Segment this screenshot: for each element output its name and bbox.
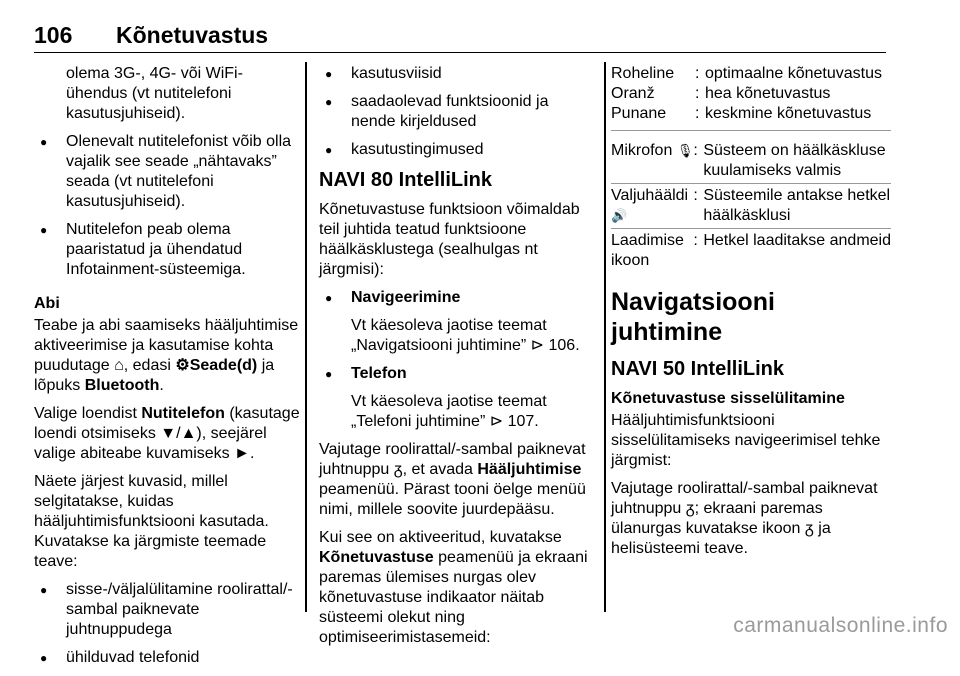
navi80-intro: Kõnetuvastuse funktsioon võimaldab teil juhtida teatud funktsioone häälkäsklustega (sealhulgas nt järgmisi): xyxy=(319,201,580,278)
text-run: . xyxy=(249,445,255,462)
term-cell xyxy=(611,184,693,229)
page-number: 106 xyxy=(34,22,73,48)
bullet-list xyxy=(34,132,304,280)
term-label: Mikrofon xyxy=(611,142,673,159)
text-run: peamenüü ja ekraani paremas ülemises nurgas olev kõnetuvastuse indikaator näitab süsteemi olekut ning optimiseerimistasemeid: xyxy=(319,549,588,646)
continued-text: olema 3G-, 4G- või WiFi-ühendus (vt nutitelefoni kasutusjuhiseid). xyxy=(66,65,243,122)
text-run: ja helisüsteemi teave. xyxy=(611,520,831,557)
navigation-paragraph-2 xyxy=(611,479,891,559)
term-label: Laadimise ikoon xyxy=(611,232,684,269)
play-icon: ► xyxy=(234,445,250,462)
bluetooth-label: Bluetooth xyxy=(84,377,160,394)
topic-list xyxy=(319,64,595,160)
text-run: Kui see on aktiveeritud, kuvatakse xyxy=(319,529,562,546)
state-definition-table xyxy=(611,139,891,273)
list-item-phone: ● Telefon xyxy=(319,364,595,384)
term-cell: Punane xyxy=(611,105,667,122)
table-row xyxy=(611,84,891,104)
term-cell xyxy=(611,139,693,184)
text-run: Teabe ja abi saamiseks hääljuhtimise aktiveerimise ja kasutamise kohta puudutage xyxy=(34,317,299,374)
seaded-label: Seade(d) xyxy=(189,357,258,374)
text-run: Vt käesoleva jaotise teemat „Navigatsiooni juhtimine” xyxy=(351,317,547,354)
sub-heading: Kõnetuvastuse sisselülitamine xyxy=(611,390,845,407)
color-definition-table xyxy=(611,64,891,124)
page-ref-icon: ⊳ xyxy=(530,337,545,354)
haaljuhtimise-label: Hääljuhtimise xyxy=(477,461,582,478)
section-title: Kõnetuvastus xyxy=(116,22,269,48)
text-run: peamenüü. Pärast tooni öelge menüü nimi, millele soovite juurdepääsu. xyxy=(319,481,586,518)
text-run: Vajutage roolirattal/-sambal paiknevat juhtnuppu xyxy=(611,480,878,517)
speaker-icon: 🔊 xyxy=(611,208,628,223)
table-row xyxy=(611,104,891,124)
page-ref-link[interactable]: 106 xyxy=(548,337,576,354)
voice-button-icon: ᵹ xyxy=(393,461,403,478)
list-item: ● ühilduvad telefonid xyxy=(34,648,304,668)
arrow-down-up-icon: ▼/▲ xyxy=(160,425,197,442)
voice-button-icon: ᵹ xyxy=(804,520,814,537)
abi-paragraph-2 xyxy=(34,404,304,464)
term-cell xyxy=(611,229,693,274)
text-run: Vt käesoleva jaotise teemat „Telefoni juhtimine” xyxy=(351,393,547,430)
definition-cell: Hetkel laaditakse andmeid xyxy=(703,232,891,249)
text-run: , et avada xyxy=(402,461,478,478)
colon: : xyxy=(695,65,700,82)
definition-cell: Süsteem on häälkäskluse kuulamiseks valmis xyxy=(703,139,891,184)
abi-paragraph-3: Näete järjest kuvasid, millel selgitatakse, kuidas hääljuhtimisfunktsiooni kasutada. Kuvatakse ka järgmiste teemade teave: xyxy=(34,473,269,570)
term-cell: Oranž xyxy=(611,85,655,102)
column-divider xyxy=(305,62,307,612)
colon: : xyxy=(693,184,703,229)
column-2 xyxy=(319,64,595,656)
list-item: ● Nutitelefon peab olema paaristatud ja ühendatud Infotainment-süsteemiga. xyxy=(34,220,304,280)
definition-cell: hea kõnetuvastus xyxy=(705,85,831,102)
feature-list xyxy=(319,288,595,308)
list-item: ● sisse-/väljalülitamine roolirattal/-sambal paiknevate juhtnuppudega xyxy=(34,580,304,640)
text-run: , edasi xyxy=(123,357,176,374)
text-run: (kasutage loendi otsimiseks xyxy=(34,405,300,442)
page-ref-link[interactable]: 107 xyxy=(507,413,535,430)
topic-list xyxy=(34,580,304,668)
page-header xyxy=(34,0,886,53)
navigation-paragraph-1: Hääljuhtimisfunktsiooni sisselülitamiseks navigeerimisel tehke järgmist: xyxy=(611,412,881,469)
gear-icon: ⚙ xyxy=(175,357,190,374)
definition-cell: optimaalne kõnetuvastus xyxy=(705,65,882,82)
table-row xyxy=(611,139,891,184)
table-row xyxy=(611,64,891,84)
abi-paragraph-1 xyxy=(34,316,304,396)
voice-button-icon: ᵹ xyxy=(685,500,695,517)
text-run: Vajutage roolirattal/-sambal paiknevat juhtnuppu xyxy=(319,441,586,478)
term-label: Valjuhääldi xyxy=(611,187,689,204)
list-item: ● saadaolevad funktsioonid ja nende kirjeldused xyxy=(319,92,595,132)
divider xyxy=(611,130,891,131)
nutitelefon-label: Nutitelefon xyxy=(141,405,225,422)
column-1 xyxy=(34,64,304,676)
text-run: . xyxy=(159,377,164,394)
list-item: ● kasutusviisid xyxy=(319,64,595,84)
text-run: ; ekraani paremas ülanurgas kuvatakse ikoon xyxy=(611,500,823,537)
column-divider xyxy=(604,62,606,612)
text-run: ja lõpuks xyxy=(34,357,275,394)
feature-list xyxy=(319,364,595,384)
definition-cell: Süsteemile antakse hetkel häälkäsklusi xyxy=(703,184,891,229)
colon: : xyxy=(693,139,703,184)
navigation-ref: Vt käesoleva jaotise teemat „Navigatsiooni juhtimine” ⊳ 106. xyxy=(351,317,580,354)
text-run: Valige loendist xyxy=(34,405,142,422)
navigation-heading: Navigatsiooni juhtimine xyxy=(611,288,775,346)
list-item: ● Olenevalt nutitelefonist võib olla vajalik see seade „nähtavaks” seada (vt nutitelefoni kasutusjuhiseid). xyxy=(34,132,304,212)
indicator-paragraph xyxy=(319,528,595,648)
page-ref-icon: ⊳ xyxy=(489,413,504,430)
table-row xyxy=(611,184,891,229)
text-run: ), seejärel valige abiteabe kuvamiseks xyxy=(34,425,267,462)
navi50-heading: NAVI 50 IntelliLink xyxy=(611,358,784,380)
konetuvastuse-label: Kõnetuvastuse xyxy=(319,549,434,566)
term-cell: Roheline xyxy=(611,65,675,82)
navi80-heading: NAVI 80 IntelliLink xyxy=(319,169,492,191)
voice-paragraph xyxy=(319,440,595,520)
list-item-navigation: ● Navigeerimine xyxy=(319,288,595,308)
colon: : xyxy=(695,105,700,122)
home-icon: ⌂ xyxy=(114,357,124,374)
colon: : xyxy=(695,85,700,102)
abi-heading: Abi xyxy=(34,295,60,312)
list-item: ● kasutustingimused xyxy=(319,140,595,160)
phone-ref: Vt käesoleva jaotise teemat „Telefoni juhtimine” ⊳ 107. xyxy=(351,393,547,430)
definition-cell: keskmine kõnetuvastus xyxy=(705,105,872,122)
column-3 xyxy=(611,64,891,567)
microphone-icon: 🎙 xyxy=(676,143,694,158)
watermark: carmanualsonline.info xyxy=(733,614,948,637)
colon: : xyxy=(693,232,698,249)
table-row xyxy=(611,229,891,274)
